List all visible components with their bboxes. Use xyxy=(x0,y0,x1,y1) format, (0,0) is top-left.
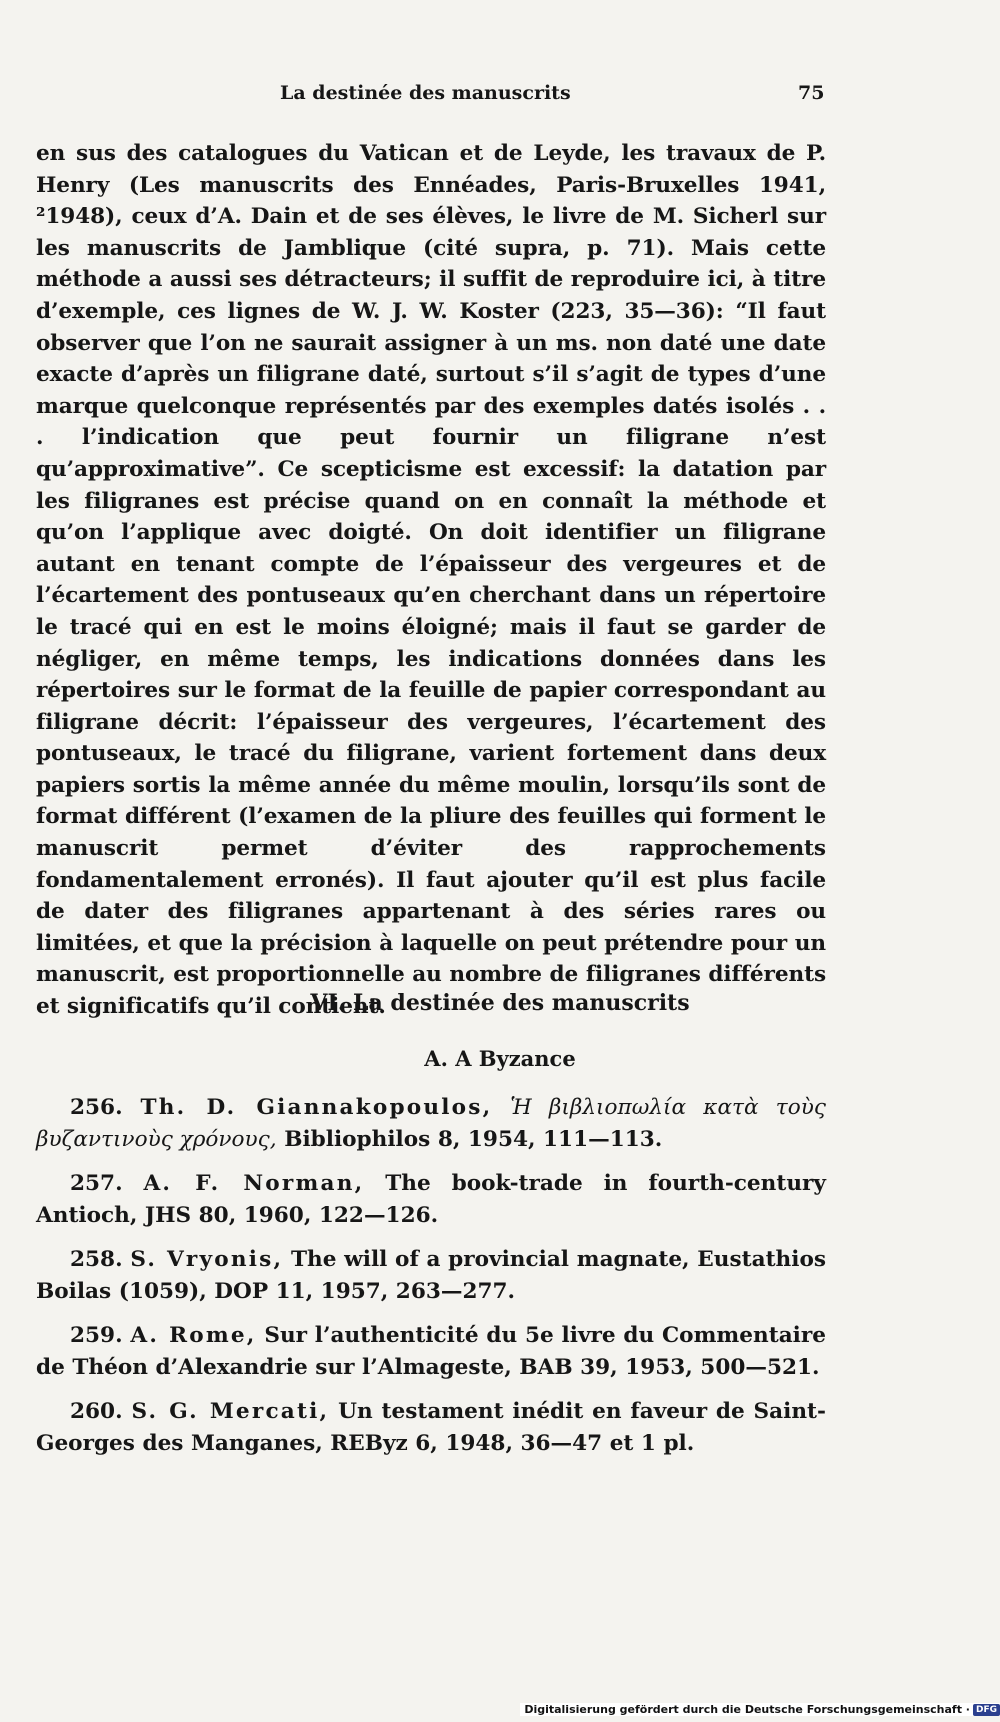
dfg-logo-icon: DFG xyxy=(973,1704,1000,1716)
entry-author: Th. D. Giannakopoulos, xyxy=(140,1095,493,1120)
entry-citation: The will of a provincial magnate, Eustathios Boilas (1059), DOP 11, 1957, 263—277. xyxy=(36,1247,827,1304)
bibliography-list xyxy=(36,1092,826,1472)
digitization-footer xyxy=(520,1703,1000,1716)
section-heading: VI. La destinée des manuscrits xyxy=(310,990,690,1016)
entry-number: 258. xyxy=(70,1247,123,1272)
bibliography-entry xyxy=(36,1320,826,1383)
bibliography-entry xyxy=(36,1092,826,1155)
entry-number: 260. xyxy=(70,1399,123,1424)
entry-greek-title: Ἡ βιβλιοπωλία κατὰ τοὺς βυζαντινοὺς χρόνους, xyxy=(36,1095,826,1152)
running-head-title: La destinée des manuscrits xyxy=(280,82,571,104)
bibliography-entry xyxy=(36,1244,826,1307)
entry-number: 257. xyxy=(70,1171,123,1196)
entry-author: S. G. Mercati, xyxy=(131,1399,330,1424)
entry-number: 259. xyxy=(70,1323,123,1348)
entry-citation: The book-trade in fourth-century Antioch, JHS 80, 1960, 122—126. xyxy=(36,1171,826,1228)
body-paragraph: en sus des catalogues du Vatican et de Leyde, les travaux de P. Henry (Les manuscrits des Ennéades, Paris-Bruxelles 1941, ²1948), ceux d’A. Dain et de ses élèves, le livre de M. Sicherl sur les manuscrits de Jamblique (cité supra, p. 71). Mais cette méthode a aussi ses détracteurs; il suffit de reproduire ici, à titre d’exemple, ces lignes de W. J. W. Koster (223, 35—36): “Il faut observer que l’on ne saurait assigner à un ms. non daté une date exacte d’après un filigrane daté, surtout s’il s’agit de types d’une marque quelconque représentés par des exemples datés isolés . . . l’indication que peut fournir un filigrane n’est qu’approximative”. Ce scepticisme est excessif: la datation par les filigranes est précise quand on en connaît la méthode et qu’on l’applique avec doigté. On doit identifier un filigrane autant en tenant compte de l’épaisseur des vergeures et de l’écartement des pontuseaux qu’en cherchant dans un répertoire le tracé qui en est le moins éloigné; mais il faut se garder de négliger, en même temps, les indications données dans les répertoires sur le format de la feuille de papier correspondant au filigrane décrit: l’épaisseur des vergeures, l’écartement des pontuseaux, le tracé du filigrane, varient fortement dans deux papiers sortis la même année du même moulin, lorsqu’ils sont de format différent (l’examen de la pliure des feuilles qui forment le manuscrit permet d’éviter des rapprochements fondamentalement erronés). Il faut ajouter qu’il est plus facile de dater des filigranes appartenant à des séries rares ou limitées, et que la précision à laquelle on peut prétendre pour un manuscrit, est proportionnelle au nombre de filigranes différents et significatifs qu’il contient. xyxy=(36,141,826,1020)
bibliography-entry xyxy=(36,1396,826,1459)
entry-author: S. Vryonis, xyxy=(130,1247,284,1272)
entry-author: A. F. Norman, xyxy=(143,1171,365,1196)
entry-citation: Bibliophilos 8, 1954, 111—113. xyxy=(284,1126,663,1152)
entry-author: A. Rome, xyxy=(130,1323,257,1348)
subsection-heading: A. A Byzance xyxy=(424,1046,576,1071)
bibliography-entry xyxy=(36,1168,826,1231)
entry-citation: Sur l’authenticité du 5e livre du Commentaire de Théon d’Alexandrie sur l’Almageste, BAB 39, 1953, 500—521. xyxy=(36,1323,827,1380)
entry-number: 256. xyxy=(70,1095,123,1120)
page-number: 75 xyxy=(798,82,825,104)
footer-text: Digitalisierung gefördert durch die Deutsche Forschungsgemeinschaft · xyxy=(524,1703,970,1716)
entry-citation: Un testament inédit en faveur de Saint-Georges des Manganes, REByz 6, 1948, 36—47 et 1 pl. xyxy=(36,1399,826,1456)
